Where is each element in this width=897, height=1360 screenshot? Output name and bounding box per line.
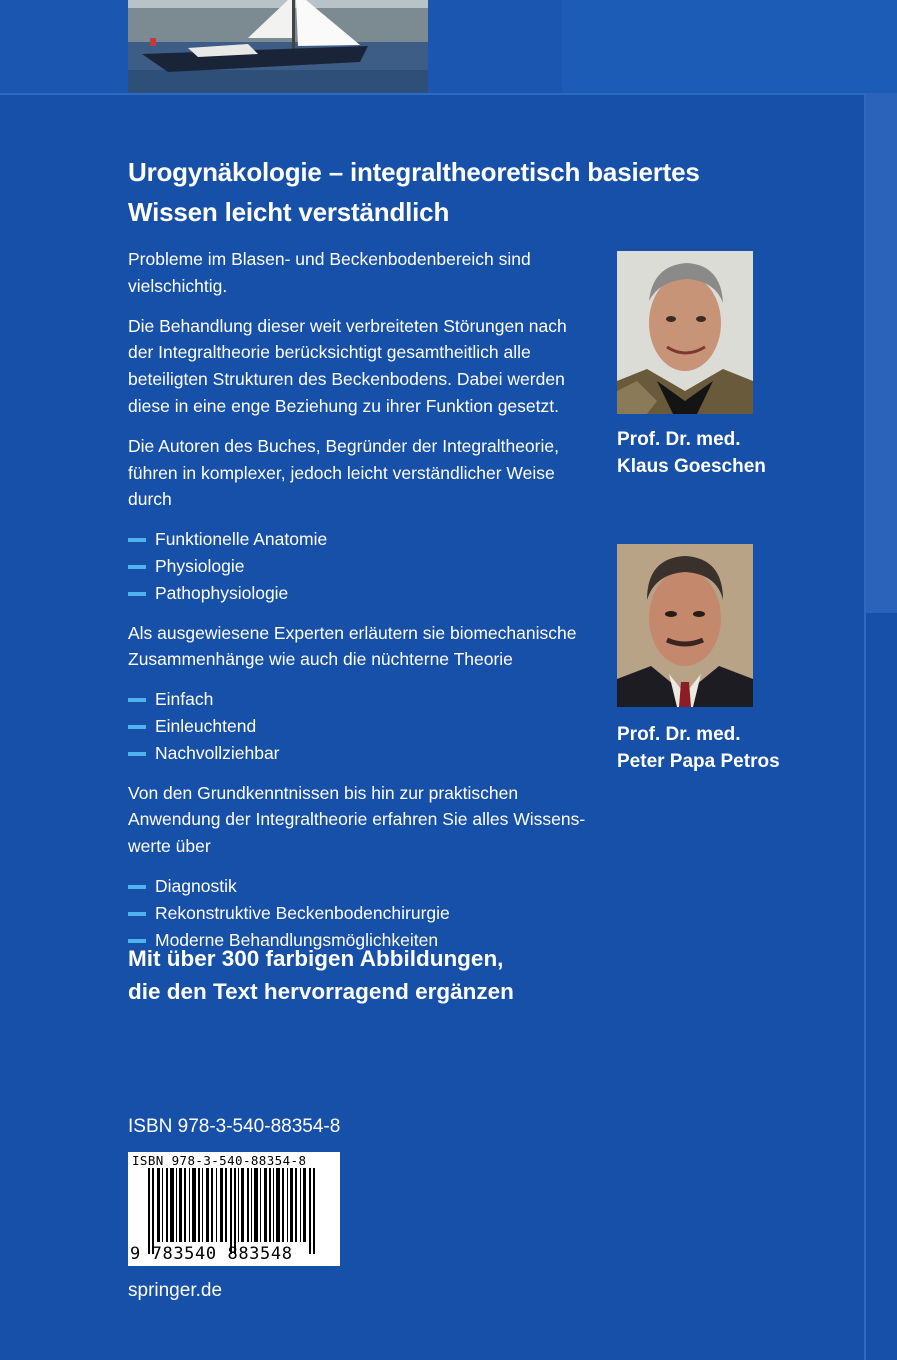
dash-bullet-icon (128, 912, 146, 916)
list-item: Physiologie (128, 553, 588, 580)
section-2-text: Als ausgewiesene Experten erläutern sie biomechanische Zusammenhänge wie auch die nüchterne Theorie (128, 622, 577, 670)
intro-paragraph-1: Probleme im Blasen- und Beckenbodenbereich sind vielschichtig. (128, 249, 531, 296)
author-2-title: Prof. Dr. med. (617, 724, 741, 745)
list-item: Einleuchtend (128, 713, 588, 740)
headline-line-2: Wissen leicht verständlich (128, 197, 450, 227)
author-1-name: Klaus Goeschen (617, 456, 766, 477)
intro-paragraph-2: Die Behandlung dieser weit verbreiteten Störungen nach der Integraltheorie berücksichtigt gesamtheitlich alle beteiligten Strukturen des Beckenbodens. Dabei werden diese in eine enge Beziehung zu ihrer Funktion gesetzt. (128, 315, 567, 416)
claim-line-1: Mit über 300 farbigen Abbildungen, (128, 946, 504, 971)
barcode-isbn-text: ISBN 978-3-540-88354-8 (132, 1153, 307, 1168)
list-item: Nachvollziehbar (128, 740, 588, 767)
list-item: Rekonstruktive Beckenbodenchirurgie (128, 900, 588, 927)
author-1-title: Prof. Dr. med. (617, 429, 741, 450)
section-1-list (128, 526, 588, 606)
dash-bullet-icon (128, 592, 146, 596)
headline-line-1: Urogynäkologie – integraltheoretisch basiertes (128, 157, 700, 187)
section-3-text: Von den Grundkenntnissen bis hin zur praktischen Anwendung der Integraltheorie erfahren Sie alles Wissens-werte über (128, 782, 586, 857)
section-1-text: Die Autoren des Buches, Begründer der Integraltheorie, führen in komplexer, jedoch leicht verständlicher Weise durch (128, 435, 559, 510)
author-2 (617, 721, 857, 775)
isbn-label: ISBN 978-3-540-88354-8 (128, 1116, 341, 1137)
dash-bullet-icon (128, 565, 146, 569)
dash-bullet-icon (128, 752, 146, 756)
sailboat-photo (128, 0, 428, 93)
section-2-list (128, 686, 588, 766)
illustration-claim (128, 942, 688, 1008)
frame-line (0, 93, 866, 95)
dash-bullet-icon (128, 538, 146, 542)
list-item: Einfach (128, 686, 588, 713)
list-item: Diagnostik (128, 873, 588, 900)
dash-bullet-icon (128, 698, 146, 702)
dash-bullet-icon (128, 885, 146, 889)
isbn-barcode (128, 1152, 340, 1266)
headline (128, 152, 748, 232)
barcode-bars (128, 1168, 340, 1254)
list-item: Funktionelle Anatomie (128, 526, 588, 553)
author-1 (617, 426, 857, 480)
author-portrait-goeschen (617, 251, 753, 414)
author-2-name: Peter Papa Petros (617, 751, 780, 772)
claim-line-2: die den Text hervorragend ergänzen (128, 979, 514, 1004)
author-portrait-petros (617, 544, 753, 707)
dash-bullet-icon (128, 725, 146, 729)
top-right-band (562, 0, 897, 93)
spine-strip (866, 93, 897, 613)
list-item: Pathophysiologie (128, 580, 588, 607)
publisher-website[interactable]: springer.de (128, 1280, 223, 1301)
barcode-digits: 9 783540 883548 (130, 1244, 293, 1264)
blurb (128, 246, 588, 966)
list-item: Moderne Behandlungsmöglichkeiten (128, 927, 588, 954)
